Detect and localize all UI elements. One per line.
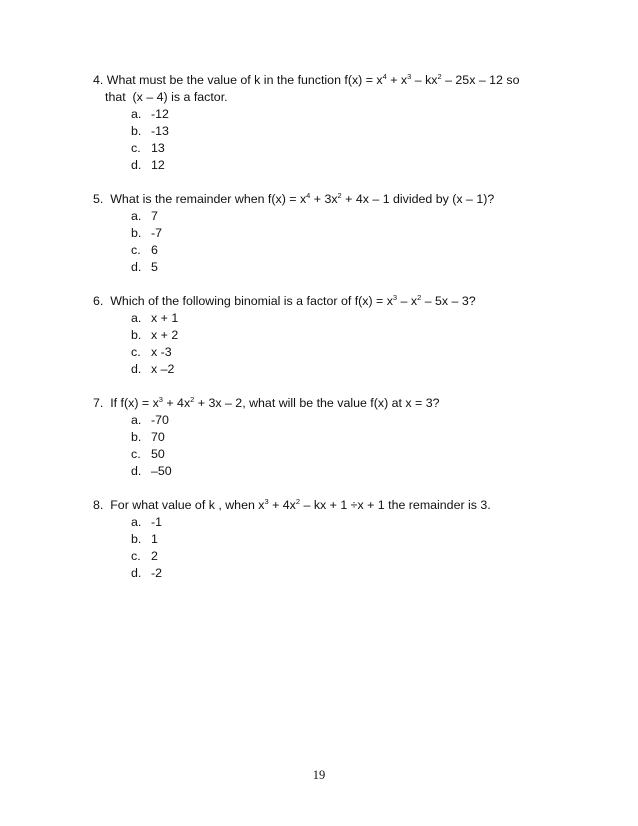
question-number: 8.	[93, 498, 104, 512]
option-text: x -3	[151, 345, 172, 359]
exponent: 3	[407, 72, 412, 81]
answer-option	[131, 412, 593, 429]
question-text-line	[93, 395, 593, 412]
question-list	[93, 72, 593, 599]
option-text: -13	[151, 124, 169, 138]
option-letter: c.	[131, 345, 141, 359]
option-text: 1	[151, 532, 158, 546]
answer-option	[131, 208, 593, 225]
answer-option	[131, 361, 593, 378]
exponent: 3	[264, 497, 269, 506]
option-text: 2	[151, 549, 158, 563]
question-text: – 5x – 3?	[421, 294, 476, 308]
option-text: 6	[151, 243, 158, 257]
question-4	[93, 72, 593, 174]
answer-option	[131, 327, 593, 344]
option-letter: d.	[131, 260, 142, 274]
exponent: 2	[190, 395, 195, 404]
exponent: 2	[437, 72, 442, 81]
answer-options	[93, 412, 593, 480]
question-5	[93, 191, 593, 276]
question-text-line	[93, 293, 593, 310]
option-text: 13	[151, 141, 165, 155]
option-letter: a.	[131, 413, 142, 427]
question-text: If f(x) = x	[103, 396, 159, 410]
answer-options	[93, 208, 593, 276]
exponent: 4	[306, 191, 311, 200]
question-text-line	[93, 497, 593, 514]
question-text: + x	[386, 73, 408, 87]
question-text: What must be the value of k in the function f(x) = x	[103, 73, 383, 87]
answer-options	[93, 106, 593, 174]
option-letter: c.	[131, 447, 141, 461]
answer-option	[131, 548, 593, 565]
question-text: that (x – 4) is a factor.	[105, 90, 228, 104]
option-letter: c.	[131, 243, 141, 257]
exponent: 3	[158, 395, 163, 404]
option-text: -70	[151, 413, 169, 427]
answer-option	[131, 446, 593, 463]
option-letter: a.	[131, 107, 142, 121]
answer-option	[131, 106, 593, 123]
question-text-line	[93, 89, 593, 106]
exponent: 2	[295, 497, 301, 506]
question-number: 5.	[93, 192, 104, 206]
option-text: x + 1	[151, 311, 179, 325]
question-text: + 4x	[162, 396, 191, 410]
question-text: + 3x – 2, what will be the value f(x) at x = 3?	[194, 396, 440, 410]
answer-option	[131, 565, 593, 582]
answer-option	[131, 259, 593, 276]
answer-option	[131, 242, 593, 259]
question-text: + 4x	[268, 498, 296, 512]
question-text: What is the remainder when f(x) = x	[103, 192, 307, 206]
answer-option	[131, 429, 593, 446]
option-letter: d.	[131, 158, 142, 172]
option-letter: b.	[131, 226, 142, 240]
answer-option	[131, 531, 593, 548]
option-text: 5	[151, 260, 158, 274]
question-text: – kx	[411, 73, 438, 87]
question-text-line	[93, 72, 593, 89]
option-text: 12	[151, 158, 165, 172]
option-letter: b.	[131, 328, 142, 342]
option-text: -1	[151, 515, 163, 529]
answer-option	[131, 463, 593, 480]
exponent: 2	[417, 293, 422, 302]
option-letter: a.	[131, 311, 142, 325]
option-text: -7	[151, 226, 163, 240]
option-letter: d.	[131, 362, 142, 376]
answer-option	[131, 344, 593, 361]
option-letter: b.	[131, 532, 142, 546]
question-number: 7.	[93, 396, 104, 410]
option-text: x + 2	[151, 328, 179, 342]
option-text: -12	[151, 107, 169, 121]
answer-option	[131, 310, 593, 327]
question-6	[93, 293, 593, 378]
question-text: For what value of k , when x	[103, 498, 265, 512]
question-text: Which of the following binomial is a factor of f(x) = x	[103, 294, 393, 308]
exponent: 3	[392, 293, 398, 302]
option-text: –50	[151, 464, 172, 478]
question-text: – kx + 1 ÷x + 1 the remainder is 3.	[300, 498, 491, 512]
option-letter: c.	[131, 549, 141, 563]
answer-options	[93, 310, 593, 378]
exponent: 2	[337, 191, 342, 200]
question-7	[93, 395, 593, 480]
question-text: + 4x – 1 divided by (x – 1)?	[341, 192, 495, 206]
page-number: 19	[312, 768, 326, 782]
option-letter: c.	[131, 141, 141, 155]
answer-option	[131, 514, 593, 531]
option-text: 70	[151, 430, 165, 444]
answer-options	[93, 514, 593, 582]
answer-option	[131, 157, 593, 174]
question-8	[93, 497, 593, 582]
option-letter: b.	[131, 430, 142, 444]
option-letter: a.	[131, 515, 142, 529]
exponent: 4	[382, 72, 387, 81]
option-letter: d.	[131, 464, 142, 478]
answer-option	[131, 123, 593, 140]
question-text: – x	[397, 294, 418, 308]
question-text: – 25x – 12 so	[441, 73, 520, 87]
option-text: 50	[151, 447, 165, 461]
option-text: -2	[151, 566, 163, 580]
option-letter: d.	[131, 566, 142, 580]
question-number: 4.	[93, 73, 104, 87]
option-text: 7	[151, 209, 158, 223]
question-number: 6.	[93, 294, 104, 308]
answer-option	[131, 140, 593, 157]
answer-option	[131, 225, 593, 242]
option-letter: b.	[131, 124, 142, 138]
option-letter: a.	[131, 209, 142, 223]
question-text: + 3x	[310, 192, 338, 206]
option-text: x –2	[151, 362, 175, 376]
question-text-line	[93, 191, 593, 208]
